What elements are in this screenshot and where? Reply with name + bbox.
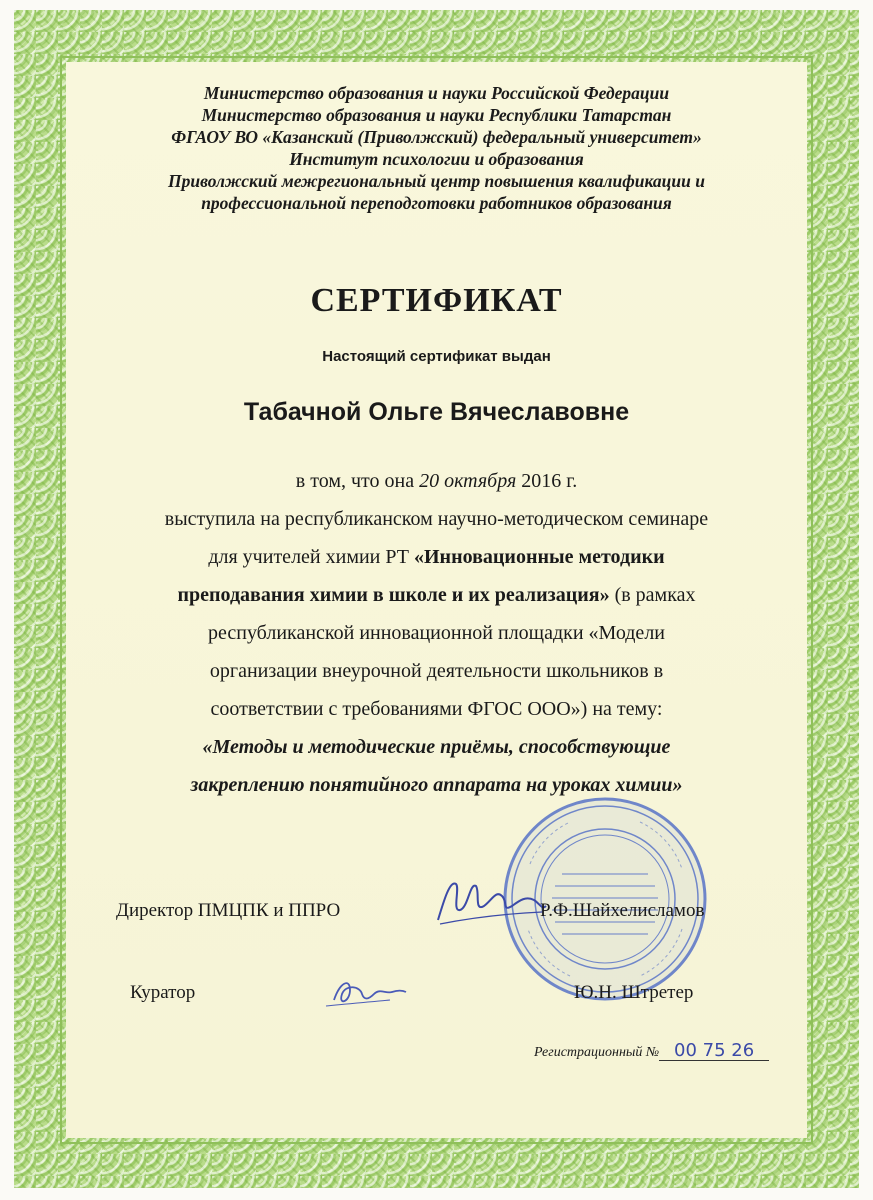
director-name: Р.Ф.Шайхелисламов [540,900,705,921]
line4-suffix: (в рамках [609,584,696,606]
text-line-6: организации внеурочной деятельности школьников в [209,660,664,682]
line3-prefix: для учителей химии РТ [208,546,414,568]
event-date: 20 октября [419,470,517,492]
registration-number [534,1042,794,1061]
certificate-text [96,462,777,804]
date-prefix: в том, что она [295,470,420,492]
issuer-line-2: Министерство образования и науки Республики Татарстан [201,105,672,125]
text-line-3 [96,538,777,576]
registration-value: 00 75 26 [659,1042,769,1061]
issuer-line-5: Приволжский межрегиональный центр повышения квалификации и [168,171,705,191]
director-signature-row [66,900,807,940]
date-line [96,462,777,500]
issuer-line-3: ФГАОУ ВО «Казанский (Приволжский) федеральный университет» [171,127,702,147]
text-line-5: республиканской инновационной площадки «Модели [207,622,665,644]
certificate-title: СЕРТИФИКАТ [310,282,563,319]
issuer-line-6: профессиональной переподготовки работников образования [201,193,672,213]
topic-line-1: «Методы и методические приёмы, способствующие [202,736,671,758]
curator-role: Куратор [130,982,196,1003]
text-line-4 [96,576,777,614]
issuer-line-1: Министерство образования и науки Российской Федерации [203,83,670,103]
issuer-line-4: Институт психологии и образования [289,149,584,169]
director-role: Директор ПМЦПК и ППРО [116,900,341,921]
issuer-header [66,82,807,214]
seminar-title-part1: «Инновационные методики [413,546,665,568]
date-suffix: 2016 г. [516,470,578,492]
registration-label: Регистрационный № [534,1045,660,1060]
curator-signature-row [66,982,807,1022]
curator-name: Ю.Н. Штретер [574,982,694,1003]
text-line-2: выступила на республиканском научно-методическом семинаре [164,508,709,530]
certificate-body [66,62,807,1138]
issued-to-label: Настоящий сертификат выдан [322,348,551,365]
recipient-name: Табачной Ольге Вячеславовне [243,398,630,426]
text-line-7: соответствии с требованиями ФГОС ООО») на тему: [210,698,663,720]
seminar-title-part2: преподавания химии в школе и их реализация» [177,584,610,606]
topic-line-2: закреплению понятийного аппарата на уроках химии» [190,774,683,796]
